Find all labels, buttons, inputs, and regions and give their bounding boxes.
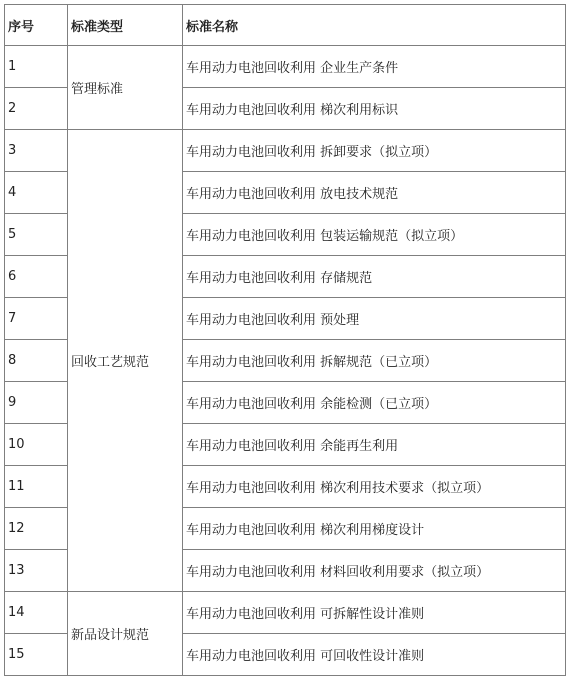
standard-type: 新品设计规范 xyxy=(68,592,183,676)
row-number: 3 xyxy=(5,130,68,172)
row-number: 8 xyxy=(5,340,68,382)
standard-type: 管理标准 xyxy=(68,46,183,130)
standard-name: 车用动力电池回收利用 可拆解性设计准则 xyxy=(183,592,566,634)
table-row xyxy=(5,130,566,172)
standard-name: 车用动力电池回收利用 材料回收利用要求（拟立项） xyxy=(183,550,566,592)
standard-name: 车用动力电池回收利用 拆卸要求（拟立项） xyxy=(183,130,566,172)
standard-name: 车用动力电池回收利用 拆解规范（已立项） xyxy=(183,340,566,382)
standard-name: 车用动力电池回收利用 包装运输规范（拟立项） xyxy=(183,214,566,256)
standard-name: 车用动力电池回收利用 存储规范 xyxy=(183,256,566,298)
standard-type: 回收工艺规范 xyxy=(68,130,183,592)
table-row xyxy=(5,592,566,634)
standard-name: 车用动力电池回收利用 预处理 xyxy=(183,298,566,340)
row-number: 2 xyxy=(5,88,68,130)
row-number: 13 xyxy=(5,550,68,592)
standard-name: 车用动力电池回收利用 放电技术规范 xyxy=(183,172,566,214)
standard-name: 车用动力电池回收利用 梯次利用技术要求（拟立项） xyxy=(183,466,566,508)
standard-name: 车用动力电池回收利用 梯次利用标识 xyxy=(183,88,566,130)
standard-name: 车用动力电池回收利用 余能检测（已立项） xyxy=(183,382,566,424)
table-row xyxy=(5,46,566,88)
row-number: 14 xyxy=(5,592,68,634)
header-no: 序号 xyxy=(5,5,68,46)
row-number: 1 xyxy=(5,46,68,88)
row-number: 4 xyxy=(5,172,68,214)
header-name: 标准名称 xyxy=(183,5,566,46)
row-number: 6 xyxy=(5,256,68,298)
standard-name: 车用动力电池回收利用 企业生产条件 xyxy=(183,46,566,88)
row-number: 5 xyxy=(5,214,68,256)
row-number: 15 xyxy=(5,634,68,676)
standard-name: 车用动力电池回收利用 可回收性设计准则 xyxy=(183,634,566,676)
standard-name: 车用动力电池回收利用 梯次利用梯度设计 xyxy=(183,508,566,550)
row-number: 11 xyxy=(5,466,68,508)
row-number: 10 xyxy=(5,424,68,466)
table-body xyxy=(5,46,566,676)
header-type: 标准类型 xyxy=(68,5,183,46)
standards-table xyxy=(4,4,566,676)
row-number: 9 xyxy=(5,382,68,424)
header-row xyxy=(5,5,566,46)
row-number: 12 xyxy=(5,508,68,550)
standard-name: 车用动力电池回收利用 余能再生利用 xyxy=(183,424,566,466)
row-number: 7 xyxy=(5,298,68,340)
